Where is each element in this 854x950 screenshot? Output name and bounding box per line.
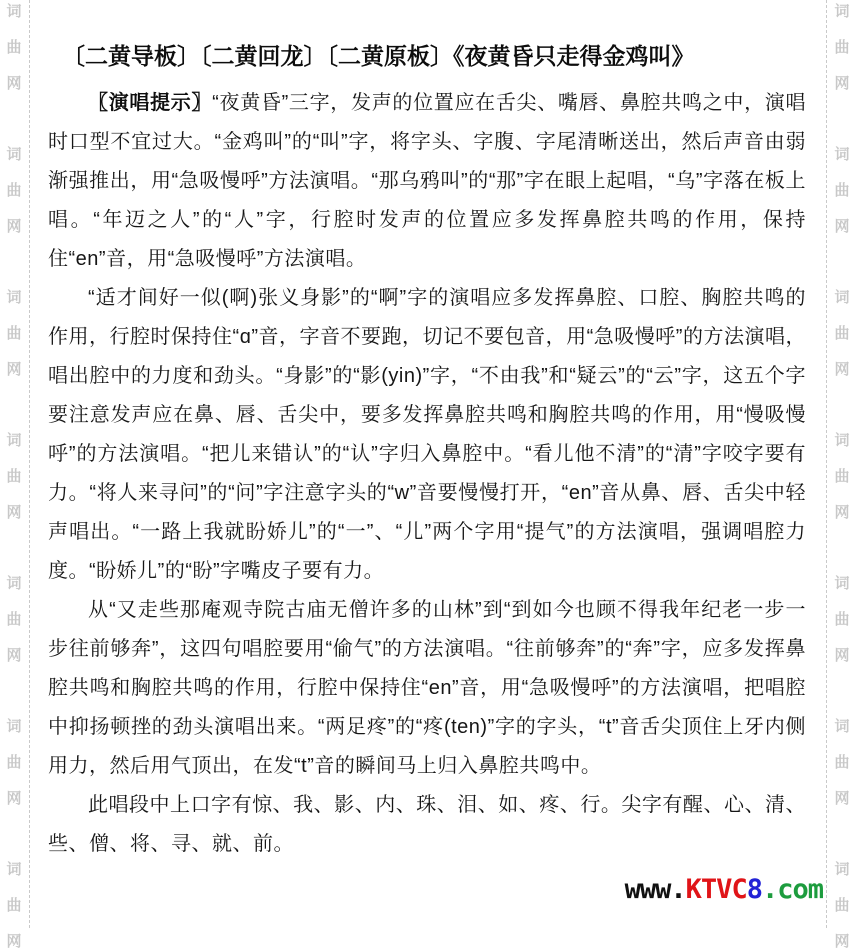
paragraph-body-2: “适才间好一似(啊)张义身影”的“啊”字的演唱应多发挥鼻腔、口腔、胸腔共鸣的作用，行腔时保持住“ɑ”音，字音不要跑，切记不要包音，用“急吸慢呼”的方法演唱，唱出腔中的力度和劲头。“身影”的“影(yin)”字，“不由我”和“疑云”的“云”字，这五个字要注意发声应在鼻、唇、舌尖中，要多发挥鼻腔共鸣和胸腔共鸣的作用，用“慢吸慢呼”的方法演唱。“把儿来错认”的“认”字归入鼻腔中。“看儿他不清”的“清”字咬字要有力。“将人来寻问”的“问”字注意字头的“w”音要慢慢打开，“en”音从鼻、唇、舌尖中轻声唱出。“一路上我就盼娇儿”的“一”、“儿”两个字用“提气”的方法演唱，强调唱腔力度。“盼娇儿”的“盼”字嘴皮子要有力。	[48, 287, 806, 582]
paragraph-body-4: 此唱段中上口字有惊、我、影、内、珠、泪、如、疼、行。尖字有醒、心、清、些、僧、将、寻、就、前。	[48, 794, 806, 855]
side-watermark-char: 网	[6, 75, 22, 92]
paragraph-text: “夜黄昏”三字，发声的位置应在舌尖、嘴唇、鼻腔共鸣之中，演唱时口型不宜过大。“金鸡叫”的“叫”字，将字头、字腹、字尾清晰送出，然后声音由弱渐强推出，用“急吸慢呼”方法演唱。“那乌鸦叫”的“那”字在眼上起唱，“乌”字落在板上唱。“年迈之人”的“人”字，行腔时发声的位置应多发挥鼻腔共鸣的作用，保持住“en”音，用“急吸慢呼”方法演唱。	[48, 92, 807, 270]
performance-tips-label: 〖演唱提示〗	[88, 92, 213, 114]
footer-com: .com	[761, 874, 823, 905]
side-watermark-char: 网	[6, 218, 22, 235]
side-watermark-char: 曲	[834, 468, 850, 485]
side-watermark-char: 曲	[834, 39, 850, 56]
side-watermark-char: 网	[834, 504, 850, 521]
footer-www: www.	[624, 874, 686, 905]
side-watermark-char: 网	[834, 75, 850, 92]
side-watermark-char: 词	[6, 289, 22, 306]
side-watermark-char: 曲	[834, 754, 850, 771]
side-watermark-char: 词	[6, 3, 22, 20]
site-watermark	[625, 876, 823, 903]
side-watermark-char: 曲	[834, 897, 850, 914]
document-content	[48, 40, 806, 864]
side-watermark-char: 网	[834, 933, 850, 950]
side-watermark-char: 曲	[6, 611, 22, 628]
right-watermark-column	[830, 0, 854, 950]
side-watermark-char: 词	[834, 432, 850, 449]
side-watermark-char: 词	[834, 718, 850, 735]
paragraph-performance-tips	[48, 84, 806, 279]
side-watermark-char: 曲	[834, 325, 850, 342]
side-watermark-char: 词	[834, 861, 850, 878]
footer-8: 8	[746, 874, 762, 905]
side-watermark-char: 曲	[6, 39, 22, 56]
side-watermark-char: 曲	[834, 182, 850, 199]
side-watermark-char: 曲	[6, 468, 22, 485]
side-watermark-char: 网	[834, 790, 850, 807]
side-watermark-char: 词	[6, 861, 22, 878]
side-watermark-char: 网	[6, 361, 22, 378]
side-watermark-char: 曲	[834, 611, 850, 628]
left-watermark-column	[2, 0, 26, 950]
left-dashed-border	[29, 0, 30, 928]
side-watermark-char: 词	[834, 575, 850, 592]
side-watermark-char: 词	[6, 575, 22, 592]
paragraph-body-3: 从“又走些那庵观寺院古庙无僧许多的山林”到“到如今也顾不得我年纪老一步一步往前够奔”，这四句唱腔要用“偷气”的方法演唱。“往前够奔”的“奔”字，应多发挥鼻腔共鸣和胸腔共鸣的作用，行腔中保持住“en”音，用“急吸慢呼”的方法演唱，把唱腔中抑扬顿挫的劲头演唱出来。“两足疼”的“疼(ten)”字的字头，“t”音舌尖顶住上牙内侧用力，然后用气顶出，在发“t”音的瞬间马上归入鼻腔共鸣中。	[48, 599, 806, 777]
side-watermark-char: 网	[6, 933, 22, 950]
side-watermark-char: 词	[834, 3, 850, 20]
side-watermark-char: 词	[834, 146, 850, 163]
side-watermark-char: 网	[6, 647, 22, 664]
right-dashed-border	[826, 0, 827, 928]
side-watermark-char: 词	[6, 146, 22, 163]
page-title: 〔二黄导板〕〔二黄回龙〕〔二黄原板〕《夜黄昏只走得金鸡叫》	[62, 43, 695, 69]
side-watermark-char: 词	[6, 432, 22, 449]
side-watermark-char: 网	[834, 361, 850, 378]
side-watermark-char: 网	[6, 790, 22, 807]
footer-ktvc: KTVC	[685, 874, 747, 905]
side-watermark-char: 网	[834, 647, 850, 664]
side-watermark-char: 曲	[6, 182, 22, 199]
side-watermark-char: 词	[6, 718, 22, 735]
side-watermark-char: 曲	[6, 897, 22, 914]
side-watermark-char: 词	[834, 289, 850, 306]
side-watermark-char: 网	[6, 504, 22, 521]
side-watermark-char: 曲	[6, 325, 22, 342]
side-watermark-char: 网	[834, 218, 850, 235]
side-watermark-char: 曲	[6, 754, 22, 771]
